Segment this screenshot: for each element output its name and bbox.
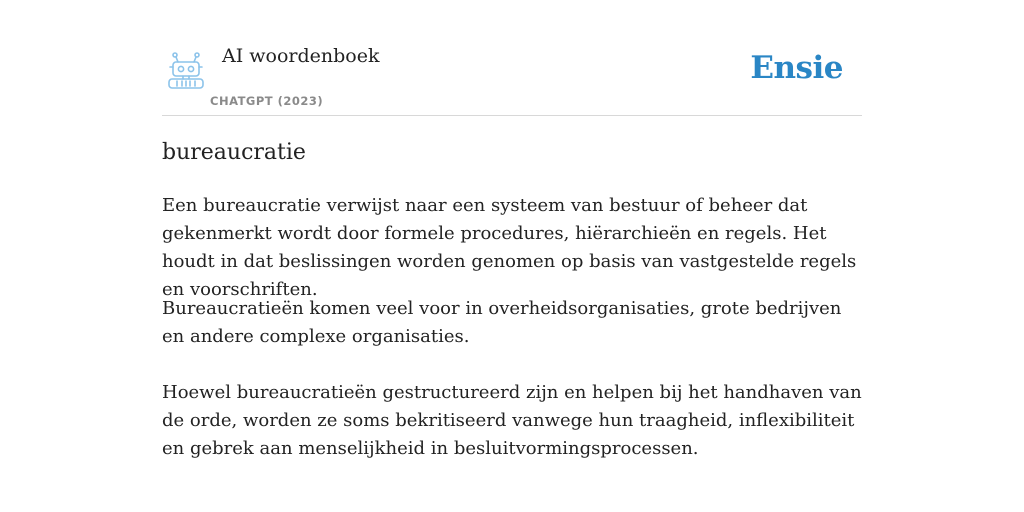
entry-paragraph-2: Bureaucratieën komen veel voor in overheidsorganisaties, grote bedrijven en andere complexe organisaties. [162, 298, 842, 347]
entry-paragraph-3: Hoewel bureaucratieën gestructureerd zijn en helpen bij het handhaven van de orde, worden ze soms bekritiseerd vanwege hun traagheid, inflexibiliteit en gebrek aan menselijkheid in besluitvormingsprocessen. [162, 382, 862, 459]
source-title: AI woordenboek [222, 45, 380, 67]
brand-logo[interactable]: Ensie [750, 50, 843, 86]
robot-icon [166, 52, 206, 90]
entry-headword: bureaucratie [162, 140, 306, 165]
entry-paragraph-1: Een bureaucratie verwijst naar een systeem van bestuur of beheer dat gekenmerkt wordt door formele procedures, hiërarchieën en regels. Het houdt in dat beslissingen worden genomen op basis van vastgestelde regels en voorschriften. [162, 195, 857, 300]
source-subtitle: CHATGPT (2023) [210, 94, 324, 108]
source-header [162, 40, 862, 116]
